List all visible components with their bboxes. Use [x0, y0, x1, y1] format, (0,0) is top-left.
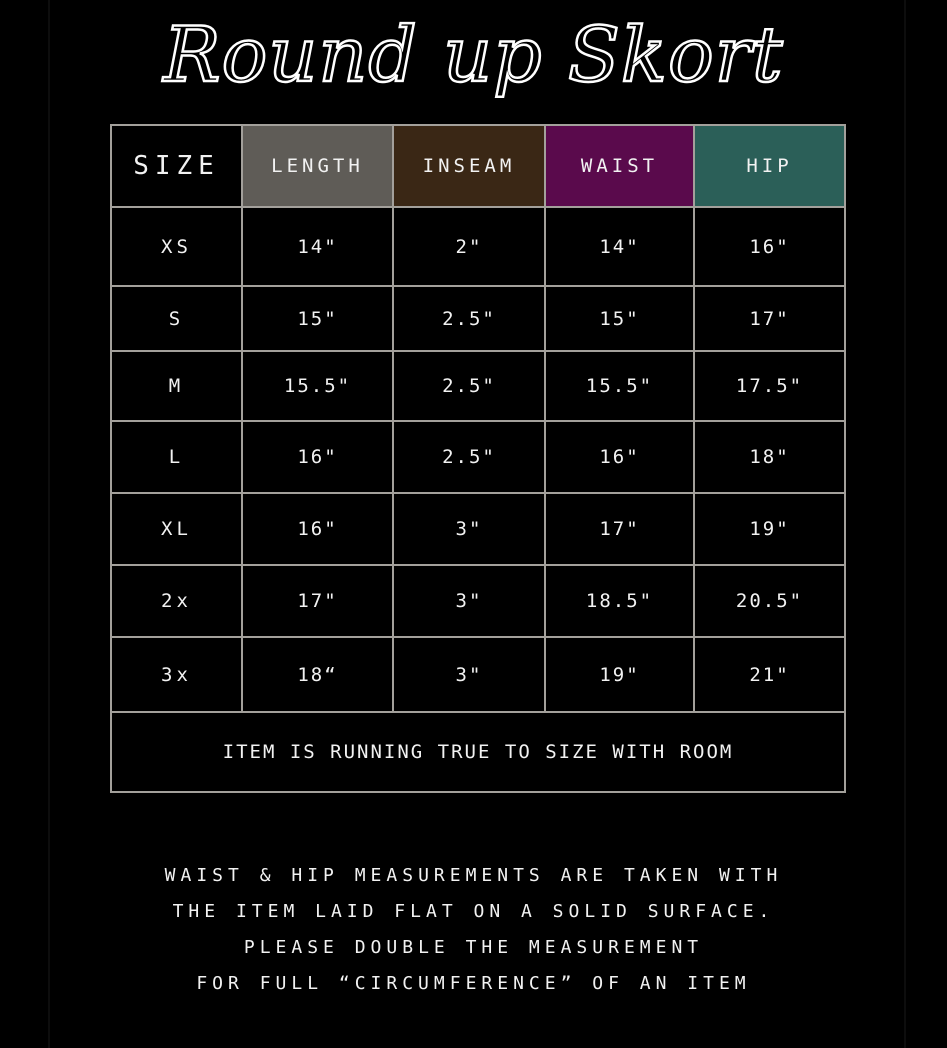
- inseam-cell: 3": [393, 637, 545, 712]
- size-cell: S: [111, 286, 242, 351]
- length-cell: 16": [242, 493, 393, 565]
- size-cell: XL: [111, 493, 242, 565]
- table-row: [111, 493, 845, 565]
- length-cell: 18“: [242, 637, 393, 712]
- size-cell: 3x: [111, 637, 242, 712]
- measurement-note-line: THE ITEM LAID FLAT ON A SOLID SURFACE.: [172, 901, 775, 922]
- length-cell: 17": [242, 565, 393, 637]
- measurement-note-line: FOR FULL “CIRCUMFERENCE” OF AN ITEM: [196, 973, 751, 994]
- fit-note: ITEM IS RUNNING TRUE TO SIZE WITH ROOM: [111, 712, 845, 792]
- size-cell: 2x: [111, 565, 242, 637]
- fit-note-row: [111, 712, 845, 792]
- hip-cell: 21": [694, 637, 845, 712]
- size-cell: XS: [111, 207, 242, 286]
- size-chart-table: [110, 124, 846, 793]
- header-length: LENGTH: [242, 125, 393, 207]
- inseam-cell: 2": [393, 207, 545, 286]
- length-cell: 16": [242, 421, 393, 493]
- frame-border-left: [48, 0, 50, 1048]
- header-size: SIZE: [111, 125, 242, 207]
- table-row: [111, 286, 845, 351]
- hip-cell: 17": [694, 286, 845, 351]
- page-title: Round up Skort: [163, 10, 784, 99]
- frame-border-right: [904, 0, 906, 1048]
- header-row: [111, 125, 845, 207]
- size-cell: L: [111, 421, 242, 493]
- length-cell: 14": [242, 207, 393, 286]
- waist-cell: 18.5": [545, 565, 694, 637]
- measurement-note: [100, 858, 847, 1002]
- hip-cell: 17.5": [694, 351, 845, 421]
- hip-cell: 16": [694, 207, 845, 286]
- table-row: [111, 351, 845, 421]
- table-row: [111, 637, 845, 712]
- measurement-note-line: WAIST & HIP MEASUREMENTS ARE TAKEN WITH: [164, 865, 783, 886]
- inseam-cell: 2.5": [393, 351, 545, 421]
- header-inseam: INSEAM: [393, 125, 545, 207]
- waist-cell: 15": [545, 286, 694, 351]
- length-cell: 15": [242, 286, 393, 351]
- size-cell: M: [111, 351, 242, 421]
- header-hip: HIP: [694, 125, 845, 207]
- waist-cell: 19": [545, 637, 694, 712]
- waist-cell: 14": [545, 207, 694, 286]
- hip-cell: 20.5": [694, 565, 845, 637]
- hip-cell: 19": [694, 493, 845, 565]
- inseam-cell: 2.5": [393, 286, 545, 351]
- waist-cell: 16": [545, 421, 694, 493]
- inseam-cell: 2.5": [393, 421, 545, 493]
- inseam-cell: 3": [393, 565, 545, 637]
- measurement-note-line: PLEASE DOUBLE THE MEASUREMENT: [243, 937, 704, 958]
- inseam-cell: 3": [393, 493, 545, 565]
- waist-cell: 15.5": [545, 351, 694, 421]
- waist-cell: 17": [545, 493, 694, 565]
- table-row: [111, 421, 845, 493]
- hip-cell: 18": [694, 421, 845, 493]
- header-waist: WAIST: [545, 125, 694, 207]
- table-row: [111, 565, 845, 637]
- table-row: [111, 207, 845, 286]
- length-cell: 15.5": [242, 351, 393, 421]
